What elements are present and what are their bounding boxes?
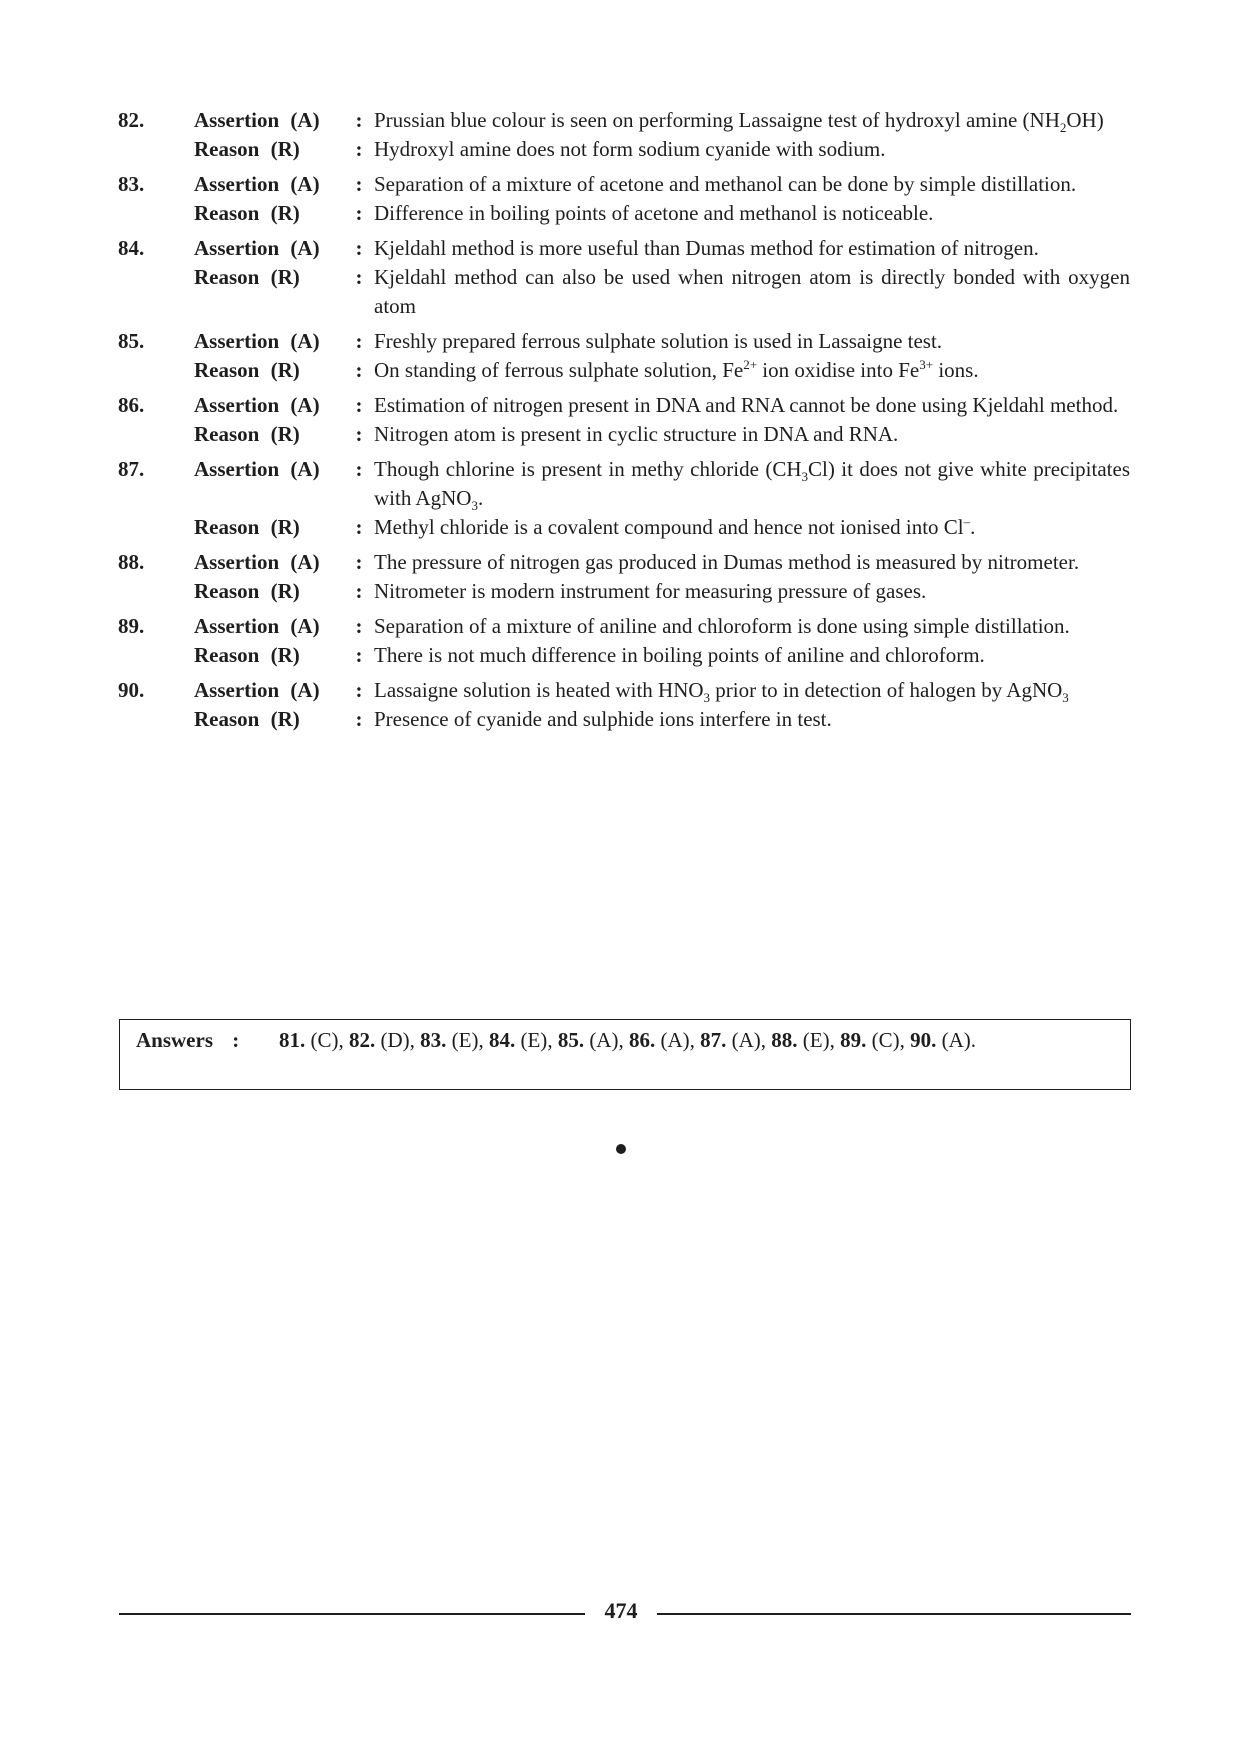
assertion-row: [118, 234, 1130, 263]
assertion-label: Assertion (A): [194, 614, 320, 638]
text-segment: Separation of a mixture of aniline and chloroform is done using simple distillation.: [374, 614, 1070, 638]
text-segment: Prussian blue colour is seen on performing Lassaigne test of hydroxyl amine (NH: [374, 108, 1060, 132]
question-number: [118, 577, 194, 606]
text-segment: Estimation of nitrogen present in DNA and RNA cannot be done using Kjeldahl method.: [374, 393, 1119, 417]
answer-option: (C): [310, 1028, 339, 1052]
answer-option: (D): [380, 1028, 410, 1052]
reason-row: [118, 420, 1130, 449]
question-number: [118, 705, 194, 734]
answer-option: (C): [871, 1028, 900, 1052]
colon-separator: :: [355, 172, 363, 196]
question-number: [118, 513, 194, 542]
question-number: 88.: [118, 550, 145, 574]
assertion-text: [374, 548, 1130, 577]
assertion-row: [118, 106, 1130, 135]
text-segment: Nitrometer is modern instrument for measuring pressure of gases.: [374, 579, 927, 603]
reason-label: Reason (R): [194, 643, 300, 667]
superscript: 2+: [743, 357, 758, 372]
answer-option: (E): [802, 1028, 830, 1052]
reason-row: [118, 513, 1130, 542]
reason-row: [118, 199, 1130, 228]
text-segment: ions.: [933, 358, 979, 382]
subscript: 2: [1059, 120, 1067, 136]
colon-separator: :: [355, 457, 363, 481]
text-segment: .: [970, 515, 976, 539]
text-segment: Kjeldahl method can also be used when nitrogen atom is directly bonded with oxygen atom: [374, 265, 1130, 318]
answer-question-number: 90.: [910, 1028, 937, 1052]
assertion-text: [374, 327, 1130, 356]
assertion-text: [374, 170, 1130, 199]
text-segment: On standing of ferrous sulphate solution, Fe: [374, 358, 744, 382]
answer-option: (A): [589, 1028, 619, 1052]
reason-row: [118, 263, 1130, 321]
superscript: 3+: [919, 357, 934, 372]
assertion-text: [374, 612, 1130, 641]
reason-text: [374, 513, 1130, 542]
footer-rule-right: [657, 1613, 1131, 1615]
assertion-row: [118, 455, 1130, 513]
answer-question-number: 82.: [349, 1028, 376, 1052]
assertion-text: [374, 455, 1130, 513]
reason-label: Reason (R): [194, 707, 300, 731]
colon-separator: :: [355, 643, 363, 667]
assertion-label: Assertion (A): [194, 329, 320, 353]
question-number: 89.: [118, 614, 145, 638]
reason-row: [118, 135, 1130, 164]
text-segment: .: [477, 486, 484, 510]
colon-separator: :: [355, 265, 363, 289]
question-number: 82.: [118, 108, 145, 132]
reason-text: [374, 356, 1130, 385]
answer-key-box: [119, 1019, 1131, 1090]
answer-question-number: 83.: [420, 1028, 447, 1052]
text-segment: prior to in detection of halogen by AgNO: [710, 678, 1063, 702]
assertion-row: [118, 327, 1130, 356]
reason-label: Reason (R): [194, 265, 300, 289]
subscript: 3: [703, 690, 711, 706]
reason-text: [374, 263, 1130, 321]
text-segment: OH): [1066, 108, 1104, 132]
question-number: [118, 199, 194, 228]
answer-question-number: 85.: [557, 1028, 585, 1052]
assertion-label: Assertion (A): [194, 393, 320, 417]
assertion-row: [118, 170, 1130, 199]
reason-label: Reason (R): [194, 579, 300, 603]
colon-separator: :: [355, 422, 363, 446]
colon-separator: :: [355, 393, 363, 417]
reason-text: [374, 577, 1130, 606]
reason-row: [118, 705, 1130, 734]
reason-text: [374, 420, 1130, 449]
colon-separator: :: [355, 358, 363, 382]
question-number: 86.: [118, 393, 145, 417]
colon-separator: :: [355, 137, 363, 161]
text-segment: Though chlorine is present in methy chloride (CH: [374, 457, 802, 481]
question-number: [118, 263, 194, 321]
question-number: 85.: [118, 329, 145, 353]
reason-label: Reason (R): [194, 137, 300, 161]
text-segment: The pressure of nitrogen gas produced in Dumas method is measured by nitrometer.: [374, 550, 1080, 574]
reason-label: Reason (R): [194, 201, 300, 225]
subscript: 3: [801, 469, 809, 485]
answer-question-number: 84.: [488, 1028, 516, 1052]
text-segment: Freshly prepared ferrous sulphate solution is used in Lassaigne test.: [374, 329, 943, 353]
subscript: 3: [1062, 690, 1069, 706]
subscript: 3: [471, 498, 478, 514]
assertion-row: [118, 676, 1130, 705]
question-number: 84.: [118, 236, 145, 260]
text-segment: Hydroxyl amine does not form sodium cyanide with sodium.: [374, 137, 886, 161]
question-number: 87.: [118, 457, 145, 481]
colon-separator: :: [355, 678, 363, 702]
reason-text: [374, 641, 1130, 670]
colon-separator: :: [355, 579, 363, 603]
answer-option: (E): [520, 1028, 548, 1052]
assertion-text: [374, 391, 1130, 420]
colon-separator: :: [355, 329, 363, 353]
answer-question-number: 81.: [279, 1028, 306, 1052]
answer-question-number: 88.: [771, 1028, 798, 1052]
superscript: –: [963, 514, 971, 529]
answer-option: (A): [660, 1028, 690, 1052]
assertion-label: Assertion (A): [194, 236, 320, 260]
answer-question-number: 87.: [700, 1028, 727, 1052]
assertion-label: Assertion (A): [194, 550, 320, 574]
section-end-bullet: [616, 1144, 626, 1154]
reason-row: [118, 356, 1130, 385]
text-segment: ion oxidise into Fe: [757, 358, 920, 382]
assertion-text: [374, 676, 1130, 705]
text-segment: Cl) it does not give white precipitates with AgNO: [374, 457, 1130, 510]
colon-separator: :: [355, 614, 363, 638]
colon-separator: :: [355, 108, 363, 132]
answers-list: 81. (C), 82. (D), 83. (E), 84. (E), 85. (A), 86. (A), 87. (A), 88. (E), 89. (C), 90. (A).: [279, 1028, 977, 1052]
question-number: [118, 641, 194, 670]
colon-separator: :: [355, 236, 363, 260]
answer-option: (E): [451, 1028, 479, 1052]
assertion-row: [118, 391, 1130, 420]
question-number: 90.: [118, 678, 145, 702]
question-number: 83.: [118, 172, 145, 196]
reason-text: [374, 135, 1130, 164]
text-segment: Separation of a mixture of acetone and methanol can be done by simple distillation.: [374, 172, 1077, 196]
question-number: [118, 135, 194, 164]
colon-separator: :: [355, 707, 363, 731]
reason-label: Reason (R): [194, 422, 300, 446]
colon-separator: :: [355, 550, 363, 574]
assertion-label: Assertion (A): [194, 108, 320, 132]
reason-text: [374, 705, 1130, 734]
page-number: 474: [604, 1598, 638, 1623]
reason-row: [118, 641, 1130, 670]
assertion-text: [374, 234, 1130, 263]
question-number: [118, 356, 194, 385]
assertion-label: Assertion (A): [194, 678, 320, 702]
text-segment: Methyl chloride is a covalent compound and hence not ionised into Cl: [374, 515, 964, 539]
text-segment: Lassaigne solution is heated with HNO: [374, 678, 704, 702]
answer-option: (A): [731, 1028, 761, 1052]
colon-separator: :: [355, 515, 363, 539]
footer-rule-left: [119, 1613, 585, 1615]
reason-text: [374, 199, 1130, 228]
assertion-label: Assertion (A): [194, 457, 320, 481]
text-segment: Presence of cyanide and sulphide ions interfere in test.: [374, 707, 832, 731]
answer-question-number: 86.: [628, 1028, 656, 1052]
text-segment: Difference in boiling points of acetone and methanol is noticeable.: [374, 201, 934, 225]
assertion-text: [374, 106, 1130, 135]
answer-question-number: 89.: [840, 1028, 867, 1052]
question-number: [118, 420, 194, 449]
colon-separator: :: [355, 201, 363, 225]
answer-option: (A): [941, 1028, 971, 1052]
text-segment: There is not much difference in boiling points of aniline and chloroform.: [374, 643, 985, 667]
answers-label: Answers :: [136, 1028, 240, 1052]
question-list: [118, 106, 1130, 734]
reason-row: [118, 577, 1130, 606]
text-segment: Nitrogen atom is present in cyclic structure in DNA and RNA.: [374, 422, 899, 446]
assertion-label: Assertion (A): [194, 172, 320, 196]
assertion-row: [118, 612, 1130, 641]
reason-label: Reason (R): [194, 515, 300, 539]
reason-label: Reason (R): [194, 358, 300, 382]
assertion-row: [118, 548, 1130, 577]
text-segment: Kjeldahl method is more useful than Dumas method for estimation of nitrogen.: [374, 236, 1039, 260]
